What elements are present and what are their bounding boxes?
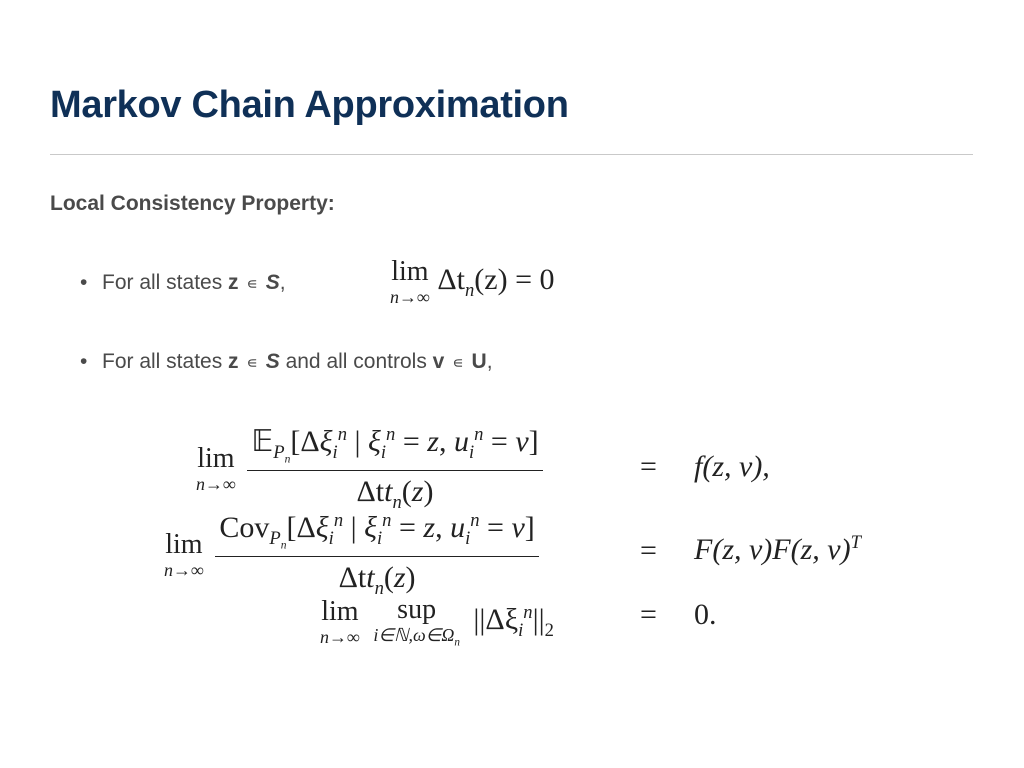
bullet-item-1 <box>80 271 286 295</box>
bullet-item-2 <box>80 350 493 374</box>
jump-rhs: 0. <box>694 598 717 631</box>
symbol-S: S <box>265 350 280 373</box>
lim-operator: lim n→∞ <box>196 442 236 494</box>
symbol-U: U <box>471 350 487 373</box>
covariance-fraction: $\frac{Cov_{P_n}[\Delta\xi_i^n | \xi_i^n = z, u_i^n = v]}{\Delta tt_n(z)}$ <box>215 510 538 600</box>
bullet-punct: , <box>486 350 493 373</box>
symbol-S: S <box>265 271 280 294</box>
equals-sign: = <box>640 598 657 631</box>
delta-t: Δt <box>437 262 465 296</box>
title-divider <box>50 154 973 155</box>
equation-row-drift <box>196 424 543 514</box>
equals-sign: = <box>640 450 657 483</box>
eq1-rhs: (z) = 0 <box>474 262 555 296</box>
symbol-z: z <box>228 350 239 373</box>
bullet-punct: , <box>279 271 286 294</box>
covariance-rhs: F(z, v)F(z, v)$^T$ <box>694 532 861 566</box>
symbol-z: z <box>228 271 239 294</box>
bullet-text: For all states <box>102 350 229 373</box>
lim-operator: lim n→∞ <box>320 596 360 648</box>
jump-norm: $||\Delta\xi_i^n||_2$ <box>473 602 554 642</box>
equation-row-jump-bound <box>320 596 554 649</box>
bullet-dot: • <box>80 350 88 373</box>
slide-title: Markov Chain Approximation <box>50 84 569 126</box>
element-of-symbol: ∊ <box>452 355 464 372</box>
section-heading: Local Consistency Property: <box>50 192 335 215</box>
limit-equation-1: lim n→∞ $\Delta t_n(z) = 0$ <box>390 256 555 307</box>
lim-operator: lim n→∞ <box>164 528 204 580</box>
bullet-text: For all states <box>102 271 229 294</box>
element-of-symbol: ∊ <box>246 276 258 293</box>
equals-sign: = <box>640 534 657 567</box>
equation-row-covariance <box>164 510 539 600</box>
bullet-dot: • <box>80 271 88 294</box>
symbol-v: v <box>432 350 445 373</box>
bullet-text-middle: and all controls <box>279 350 433 373</box>
drift-rhs: f(z, v), <box>694 450 770 483</box>
drift-fraction: $\frac{𝔼_{P_n}[\Delta\xi_i^n | \xi_i^n = z, u_i^n = v]}{\Delta tt_n(z)}$ <box>247 424 542 514</box>
sup-operator: sup $i\in ℕ,\omega\in\Omega_n$ <box>373 594 460 649</box>
element-of-symbol: ∊ <box>246 355 258 372</box>
lim-operator: lim n→∞ <box>390 256 430 307</box>
